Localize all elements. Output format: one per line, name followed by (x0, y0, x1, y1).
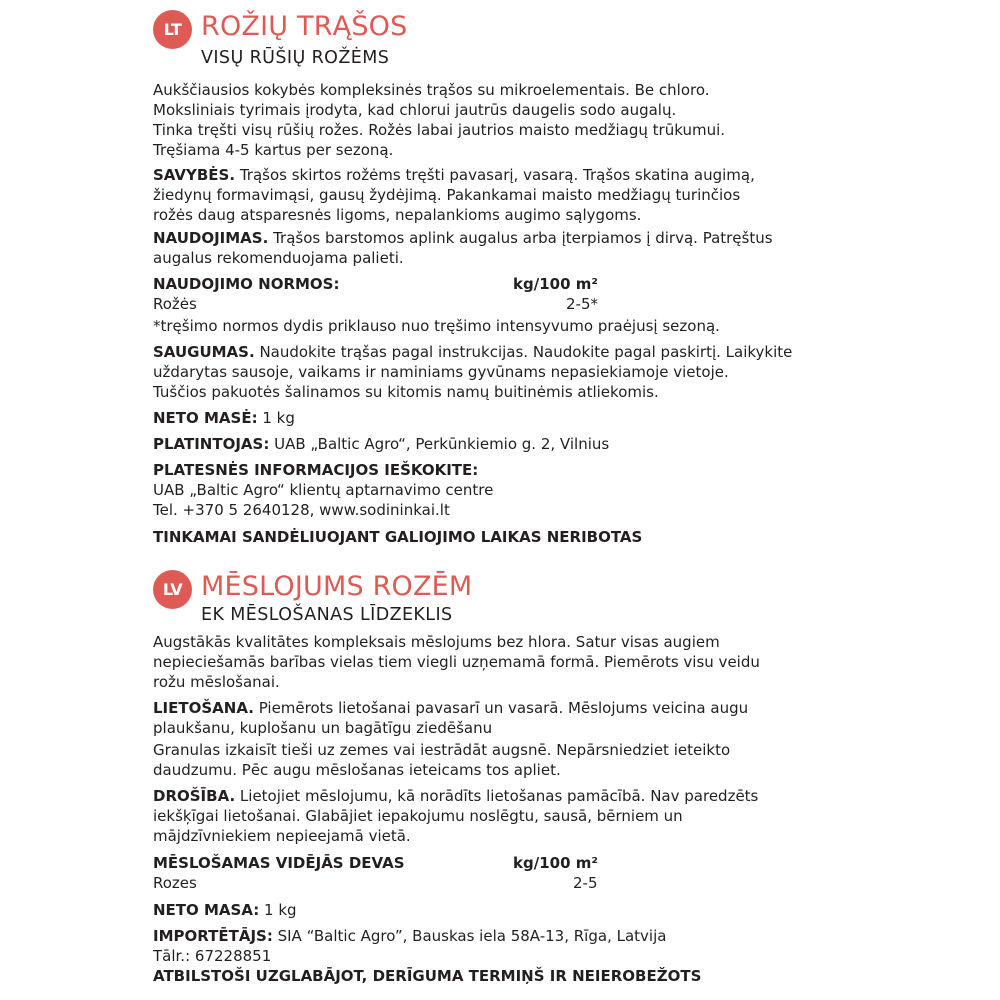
lv-dose-row-value: 2-5 (573, 874, 598, 892)
lt-norms-unit: kg/100 m² (513, 275, 598, 293)
lv-usage-line (153, 698, 748, 718)
lt-norms-row-value: 2-5* (566, 295, 598, 313)
lt-usage-line (153, 228, 773, 248)
lv-safety-text: Lietojiet mēslojumu, kā norādīts lietošanas pamācībā. Nav paredzēts (235, 787, 759, 805)
lv-importer (153, 926, 666, 946)
lt-info-line: Tel. +370 5 2640128, www.sodininkai.lt (153, 501, 450, 519)
lt-properties-label: SAVYBĖS. (153, 166, 236, 184)
lt-usage-text: Trąšos barstomos aplink augalus arba įterpiamos į dirvą. Patręštus (268, 229, 773, 247)
lt-info-header (153, 460, 478, 480)
lt-product-title: ROŽIŲ TRĄŠOS (201, 11, 408, 42)
lv-importer-label: IMPORTĒTĀJS: (153, 927, 273, 945)
lv-usage-line: Granulas izkaisīt tieši uz zemes vai iestrādāt augsnē. Nepārsniedziet ieteikto (153, 741, 731, 759)
lv-importer-value: SIA “Baltic Agro”, Bauskas iela 58A-13, Rīga, Latvija (272, 927, 667, 945)
lt-intro-line: Moksliniais tyrimais įrodyta, kad chlorui jautrūs daugelis sodo augalų. (153, 101, 677, 119)
lv-usage-line: daudzumu. Pēc augu mēslošanas ieteicams tos apliet. (153, 761, 561, 779)
lv-dose-header-label: MĒSLOŠAMAS VIDĒJĀS DEVAS (153, 854, 405, 872)
lv-safety-label: DROŠĪBA. (153, 787, 236, 805)
lv-shelf-life (153, 966, 701, 986)
lt-product-subtitle: VISŲ RŪŠIŲ ROŽĖMS (201, 48, 390, 68)
lt-properties-line: žiedynų formavimąsi, gausų žydėjimą. Pakankamai maisto medžiagų turinčios (153, 186, 741, 204)
lt-safety-line: Tuščios pakuotės šalinamos su kitomis namų buitinėmis atliekomis. (153, 383, 659, 401)
lt-language-badge: LT (153, 10, 192, 49)
lv-usage-label: LIETOŠANA. (153, 699, 254, 717)
lv-net-mass (153, 900, 297, 920)
lt-norms-row-label: Rožės (153, 295, 197, 313)
lt-properties-line (153, 165, 755, 185)
lv-net-value: 1 kg (259, 901, 297, 919)
lt-shelf-life-text: TINKAMAI SANDĖLIUOJANT GALIOJIMO LAIKAS NERIBOTAS (153, 528, 643, 546)
lt-distributor-value: UAB „Baltic Agro“, Perkūnkiemio g. 2, Vilnius (269, 435, 610, 453)
lt-distributor-label: PLATINTOJAS: (153, 435, 270, 453)
lv-net-label: NETO MASA: (153, 901, 260, 919)
lt-net-label: NETO MASĖ: (153, 409, 258, 427)
lt-net-value: 1 kg (257, 409, 295, 427)
lt-intro-line: Aukščiausios kokybės kompleksinės trąšos su mikroelementais. Be chloro. (153, 81, 710, 99)
lv-language-badge: LV (153, 570, 192, 609)
lt-info-line: UAB „Baltic Agro“ klientų aptarnavimo centre (153, 481, 494, 499)
lt-shelf-life (153, 527, 642, 547)
lt-safety-line (153, 342, 792, 362)
lv-dose-row-label: Rozes (153, 874, 197, 892)
lt-norms-header-label: NAUDOJIMO NORMOS: (153, 275, 340, 293)
lv-phone: Tālr.: 67228851 (153, 947, 272, 965)
lt-distributor (153, 434, 609, 454)
lt-info-label: PLATESNĖS INFORMACIJOS IEŠKOKITE: (153, 461, 479, 479)
lt-norms-header (153, 274, 339, 294)
lt-usage-label: NAUDOJIMAS. (153, 229, 269, 247)
lv-intro-line: Augstākās kvalitātes kompleksais mēslojums bez hlora. Satur visas augiem (153, 633, 720, 651)
lv-shelf-life-text: ATBILSTOŠI UZGLABĀJOT, DERĪGUMA TERMIŅŠ IR NEIEROBEŽOTS (153, 967, 702, 985)
lv-product-subtitle: EK MĒSLOŠANAS LĪDZEKLIS (201, 605, 453, 625)
lt-intro-line: Tręšiama 4-5 kartus per sezoną. (153, 141, 394, 159)
lt-norms-note: *tręšimo normos dydis priklauso nuo tręšimo intensyvumo praėjusį sezoną. (153, 317, 720, 335)
lv-intro-line: rožu mēslošanai. (153, 673, 280, 691)
lt-safety-text: Naudokite trąšas pagal instrukcijas. Naudokite pagal paskirtį. Laikykite (254, 343, 793, 361)
lt-net-mass (153, 408, 295, 428)
lv-safety-line (153, 786, 758, 806)
lv-safety-line: mājdzīvniekiem nepieejamā vietā. (153, 827, 411, 845)
lv-product-title: MĒSLOJUMS ROZĒM (201, 571, 473, 602)
lt-safety-line: uždarytas sausoje, vaikams ir naminiams gyvūnams nepasiekiamoje vietoje. (153, 363, 729, 381)
lv-usage-line: plaukšanu, kuplošanu un bagātīgu ziedēšanu (153, 719, 493, 737)
lv-dose-unit: kg/100 m² (513, 854, 598, 872)
lt-usage-line: augalus rekomenduojama palieti. (153, 249, 404, 267)
lv-dose-header (153, 853, 405, 873)
lv-usage-text: Piemērots lietošanai pavasarī un vasarā. Mēslojums veicina augu (253, 699, 749, 717)
lt-intro-line: Tinka tręšti visų rūšių rožes. Rožės labai jautrios maisto medžiagų trūkumui. (153, 121, 726, 139)
lt-safety-label: SAUGUMAS. (153, 343, 255, 361)
lt-properties-line: rožės daug atsparesnės ligoms, nepalankioms augimo sąlygoms. (153, 206, 642, 224)
lv-intro-line: nepieciešamās barības vielas tiem viegli uzņemamā formā. Piemērots visu veidu (153, 653, 760, 671)
lt-properties-text: Trąšos skirtos rožėms tręšti pavasarį, vasarą. Trąšos skatina augimą, (235, 166, 755, 184)
lv-safety-line: iekšķīgai lietošanai. Glabājiet iepakojumu noslēgtu, sausā, bērniem un (153, 807, 683, 825)
